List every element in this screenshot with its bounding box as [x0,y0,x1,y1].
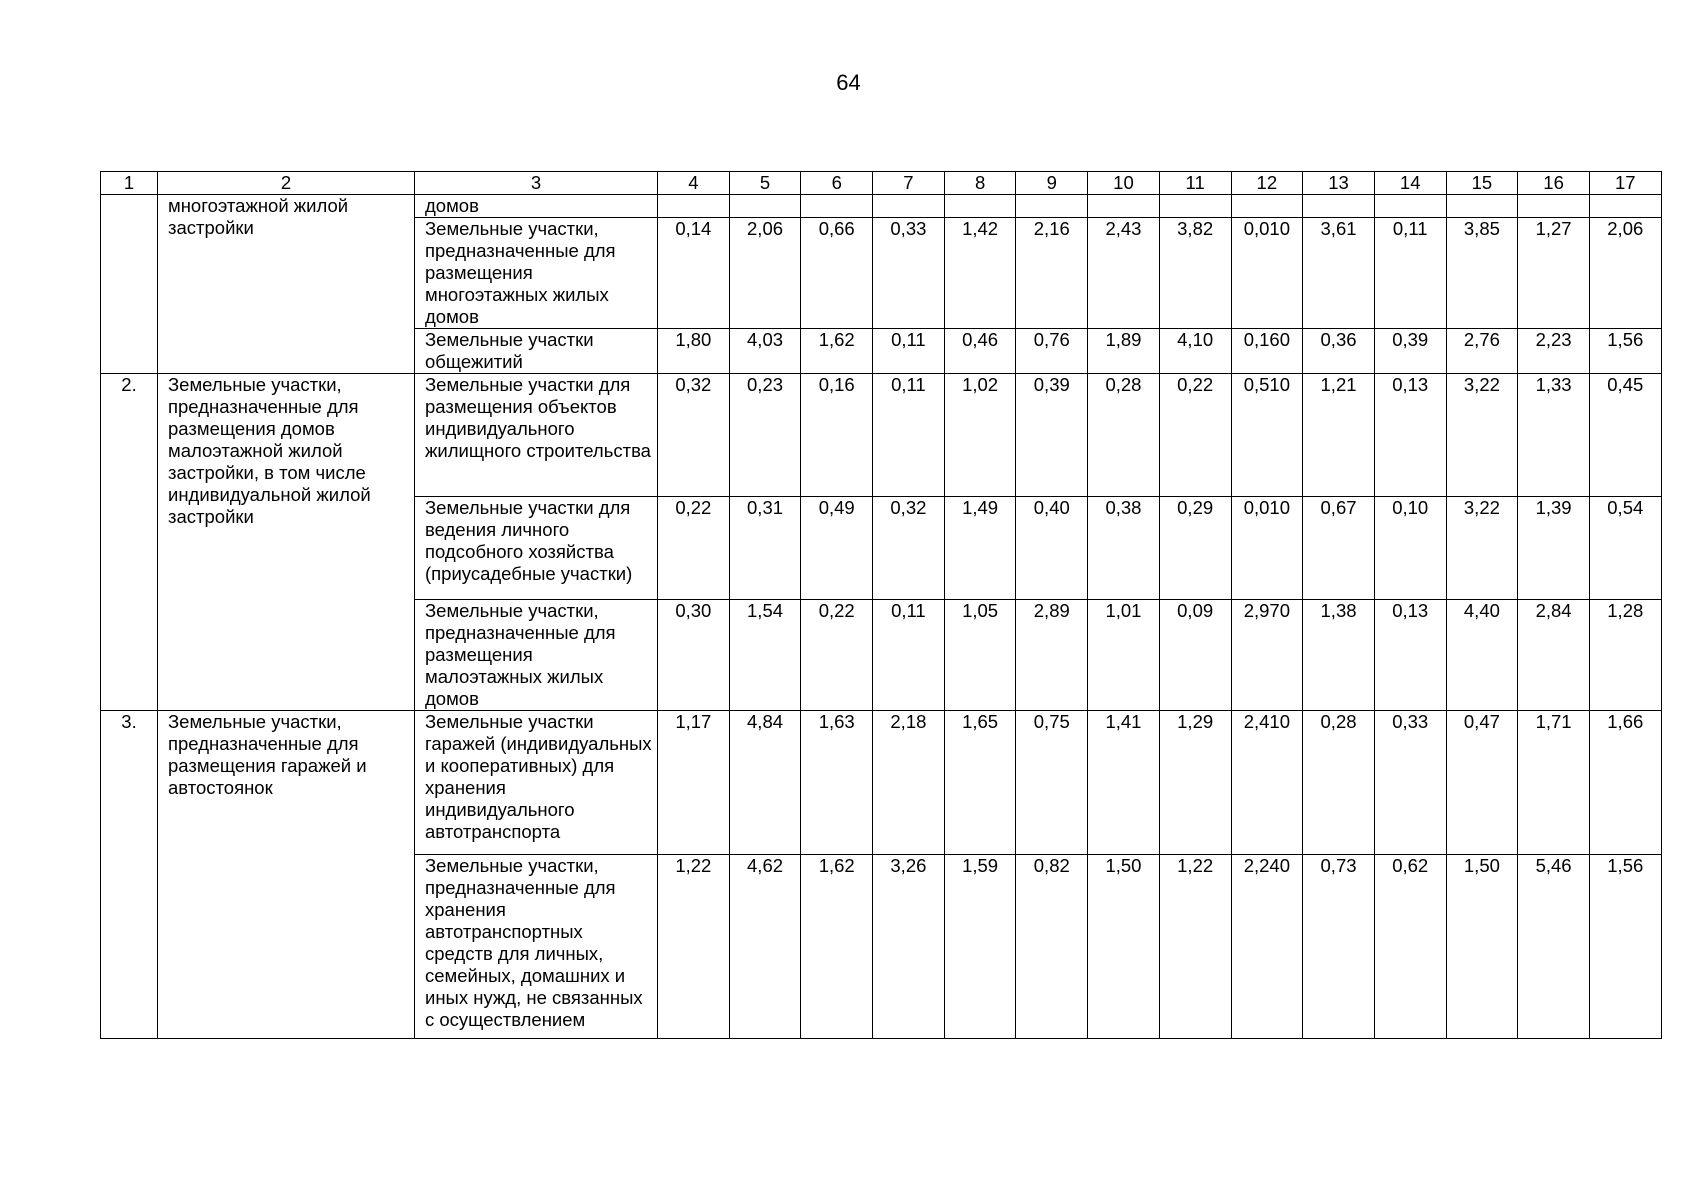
value-cell: 1,27 [1518,218,1590,329]
value-cell: 1,65 [944,711,1016,855]
value-cell: 2,76 [1446,329,1518,374]
value-cell: 1,28 [1589,600,1661,711]
header-cell: 12 [1231,172,1303,195]
value-cell: 0,30 [658,600,730,711]
value-cell: 0,67 [1303,497,1375,600]
value-cell: 0,40 [1016,497,1088,600]
land-type-cell: Земельные участки общежитий [415,329,658,374]
value-cell: 2,43 [1088,218,1160,329]
value-cell: 0,36 [1303,329,1375,374]
value-cell: 1,38 [1303,600,1375,711]
value-cell: 0,31 [729,497,801,600]
value-cell: 2,06 [1589,218,1661,329]
value-cell: 1,62 [801,855,873,1039]
value-cell [1231,195,1303,218]
header-cell: 10 [1088,172,1160,195]
value-cell: 1,05 [944,600,1016,711]
value-cell: 0,62 [1374,855,1446,1039]
value-cell [873,195,945,218]
value-cell: 4,10 [1159,329,1231,374]
value-cell: 1,29 [1159,711,1231,855]
row-index: 2. [101,374,158,711]
land-type-cell: Земельные участки для размещения объектов индивидуального жилищного строительства [415,374,658,497]
header-cell: 14 [1374,172,1446,195]
value-cell: 0,82 [1016,855,1088,1039]
value-cell: 2,23 [1518,329,1590,374]
value-cell: 0,32 [873,497,945,600]
category-cell: многоэтажной жилой застройки [158,195,415,374]
value-cell: 0,11 [873,600,945,711]
value-cell: 1,63 [801,711,873,855]
value-cell: 0,23 [729,374,801,497]
header-cell: 16 [1518,172,1590,195]
value-cell [1303,195,1375,218]
value-cell: 0,010 [1231,218,1303,329]
value-cell [1589,195,1661,218]
value-cell: 1,49 [944,497,1016,600]
value-cell: 0,16 [801,374,873,497]
land-type-cell: Земельные участки, предназначенные для хранения автотранспортных средств для личных, семейных, домашних и иных нужд, не связанных с осуществлением [415,855,658,1039]
value-cell: 1,22 [658,855,730,1039]
header-row [101,172,1662,195]
value-cell: 0,10 [1374,497,1446,600]
value-cell: 1,54 [729,600,801,711]
value-cell: 0,22 [801,600,873,711]
value-cell: 0,09 [1159,600,1231,711]
value-cell: 0,14 [658,218,730,329]
value-cell: 0,38 [1088,497,1160,600]
value-cell [801,195,873,218]
land-type-cell: Земельные участки для ведения личного подсобного хозяйства (приусадебные участки) [415,497,658,600]
value-cell: 1,66 [1589,711,1661,855]
value-cell: 1,02 [944,374,1016,497]
value-cell: 4,62 [729,855,801,1039]
value-cell: 1,01 [1088,600,1160,711]
row-index: 3. [101,711,158,1039]
value-cell: 1,62 [801,329,873,374]
header-cell: 15 [1446,172,1518,195]
value-cell: 5,46 [1518,855,1590,1039]
table-row [101,374,1662,497]
value-cell: 0,49 [801,497,873,600]
value-cell: 3,22 [1446,374,1518,497]
value-cell: 0,47 [1446,711,1518,855]
value-cell: 0,29 [1159,497,1231,600]
value-cell: 1,33 [1518,374,1590,497]
value-cell: 0,160 [1231,329,1303,374]
value-cell: 0,13 [1374,374,1446,497]
value-cell: 0,11 [873,329,945,374]
value-cell: 0,45 [1589,374,1661,497]
value-cell [1088,195,1160,218]
value-cell: 0,22 [1159,374,1231,497]
value-cell: 1,80 [658,329,730,374]
value-cell: 4,40 [1446,600,1518,711]
tariff-table [100,171,1662,1039]
value-cell: 0,22 [658,497,730,600]
header-cell: 3 [415,172,658,195]
value-cell: 0,13 [1374,600,1446,711]
header-cell: 7 [873,172,945,195]
header-cell: 2 [158,172,415,195]
value-cell [729,195,801,218]
value-cell: 3,61 [1303,218,1375,329]
value-cell [944,195,1016,218]
value-cell: 0,73 [1303,855,1375,1039]
value-cell [1159,195,1231,218]
value-cell: 0,75 [1016,711,1088,855]
value-cell: 0,28 [1303,711,1375,855]
value-cell: 0,510 [1231,374,1303,497]
value-cell [1446,195,1518,218]
land-type-cell: Земельные участки, предназначенные для размещения малоэтажных жилых домов [415,600,658,711]
value-cell: 2,970 [1231,600,1303,711]
header-cell: 5 [729,172,801,195]
value-cell: 2,410 [1231,711,1303,855]
value-cell: 1,56 [1589,329,1661,374]
value-cell [1518,195,1590,218]
value-cell [1016,195,1088,218]
value-cell: 0,32 [658,374,730,497]
value-cell: 3,85 [1446,218,1518,329]
value-cell: 1,50 [1446,855,1518,1039]
value-cell: 1,21 [1303,374,1375,497]
header-cell: 4 [658,172,730,195]
value-cell: 0,010 [1231,497,1303,600]
value-cell: 2,89 [1016,600,1088,711]
header-cell: 17 [1589,172,1661,195]
header-cell: 9 [1016,172,1088,195]
value-cell: 4,84 [729,711,801,855]
value-cell [658,195,730,218]
header-cell: 11 [1159,172,1231,195]
value-cell [1374,195,1446,218]
value-cell: 0,11 [1374,218,1446,329]
value-cell: 0,33 [873,218,945,329]
land-type-cell: домов [415,195,658,218]
header-cell: 6 [801,172,873,195]
value-cell: 3,22 [1446,497,1518,600]
value-cell: 0,66 [801,218,873,329]
header-cell: 13 [1303,172,1375,195]
value-cell: 4,03 [729,329,801,374]
value-cell: 0,39 [1374,329,1446,374]
page-number: 64 [836,70,861,95]
value-cell: 1,59 [944,855,1016,1039]
value-cell: 1,41 [1088,711,1160,855]
value-cell: 1,17 [658,711,730,855]
category-cell: Земельные участки, предназначенные для размещения домов малоэтажной жилой застройки, в том числе индивидуальной жилой застройки [158,374,415,711]
value-cell: 1,89 [1088,329,1160,374]
value-cell: 0,33 [1374,711,1446,855]
value-cell: 0,11 [873,374,945,497]
value-cell: 0,28 [1088,374,1160,497]
value-cell: 2,240 [1231,855,1303,1039]
value-cell: 1,42 [944,218,1016,329]
header-cell: 1 [101,172,158,195]
land-type-cell: Земельные участки, предназначенные для размещения многоэтажных жилых домов [415,218,658,329]
value-cell: 3,82 [1159,218,1231,329]
header-cell: 8 [944,172,1016,195]
value-cell: 1,22 [1159,855,1231,1039]
category-cell: Земельные участки, предназначенные для размещения гаражей и автостоянок [158,711,415,1039]
value-cell: 1,39 [1518,497,1590,600]
value-cell: 2,16 [1016,218,1088,329]
value-cell: 1,71 [1518,711,1590,855]
value-cell: 2,18 [873,711,945,855]
value-cell: 1,56 [1589,855,1661,1039]
value-cell: 0,76 [1016,329,1088,374]
value-cell: 2,06 [729,218,801,329]
value-cell: 3,26 [873,855,945,1039]
table-row [101,711,1662,855]
value-cell: 0,39 [1016,374,1088,497]
value-cell: 1,50 [1088,855,1160,1039]
row-index [101,195,158,374]
land-type-cell: Земельные участки гаражей (индивидуальных и кооперативных) для хранения индивидуального автотранспорта [415,711,658,855]
table-row [101,195,1662,218]
value-cell: 0,46 [944,329,1016,374]
value-cell: 2,84 [1518,600,1590,711]
value-cell: 0,54 [1589,497,1661,600]
